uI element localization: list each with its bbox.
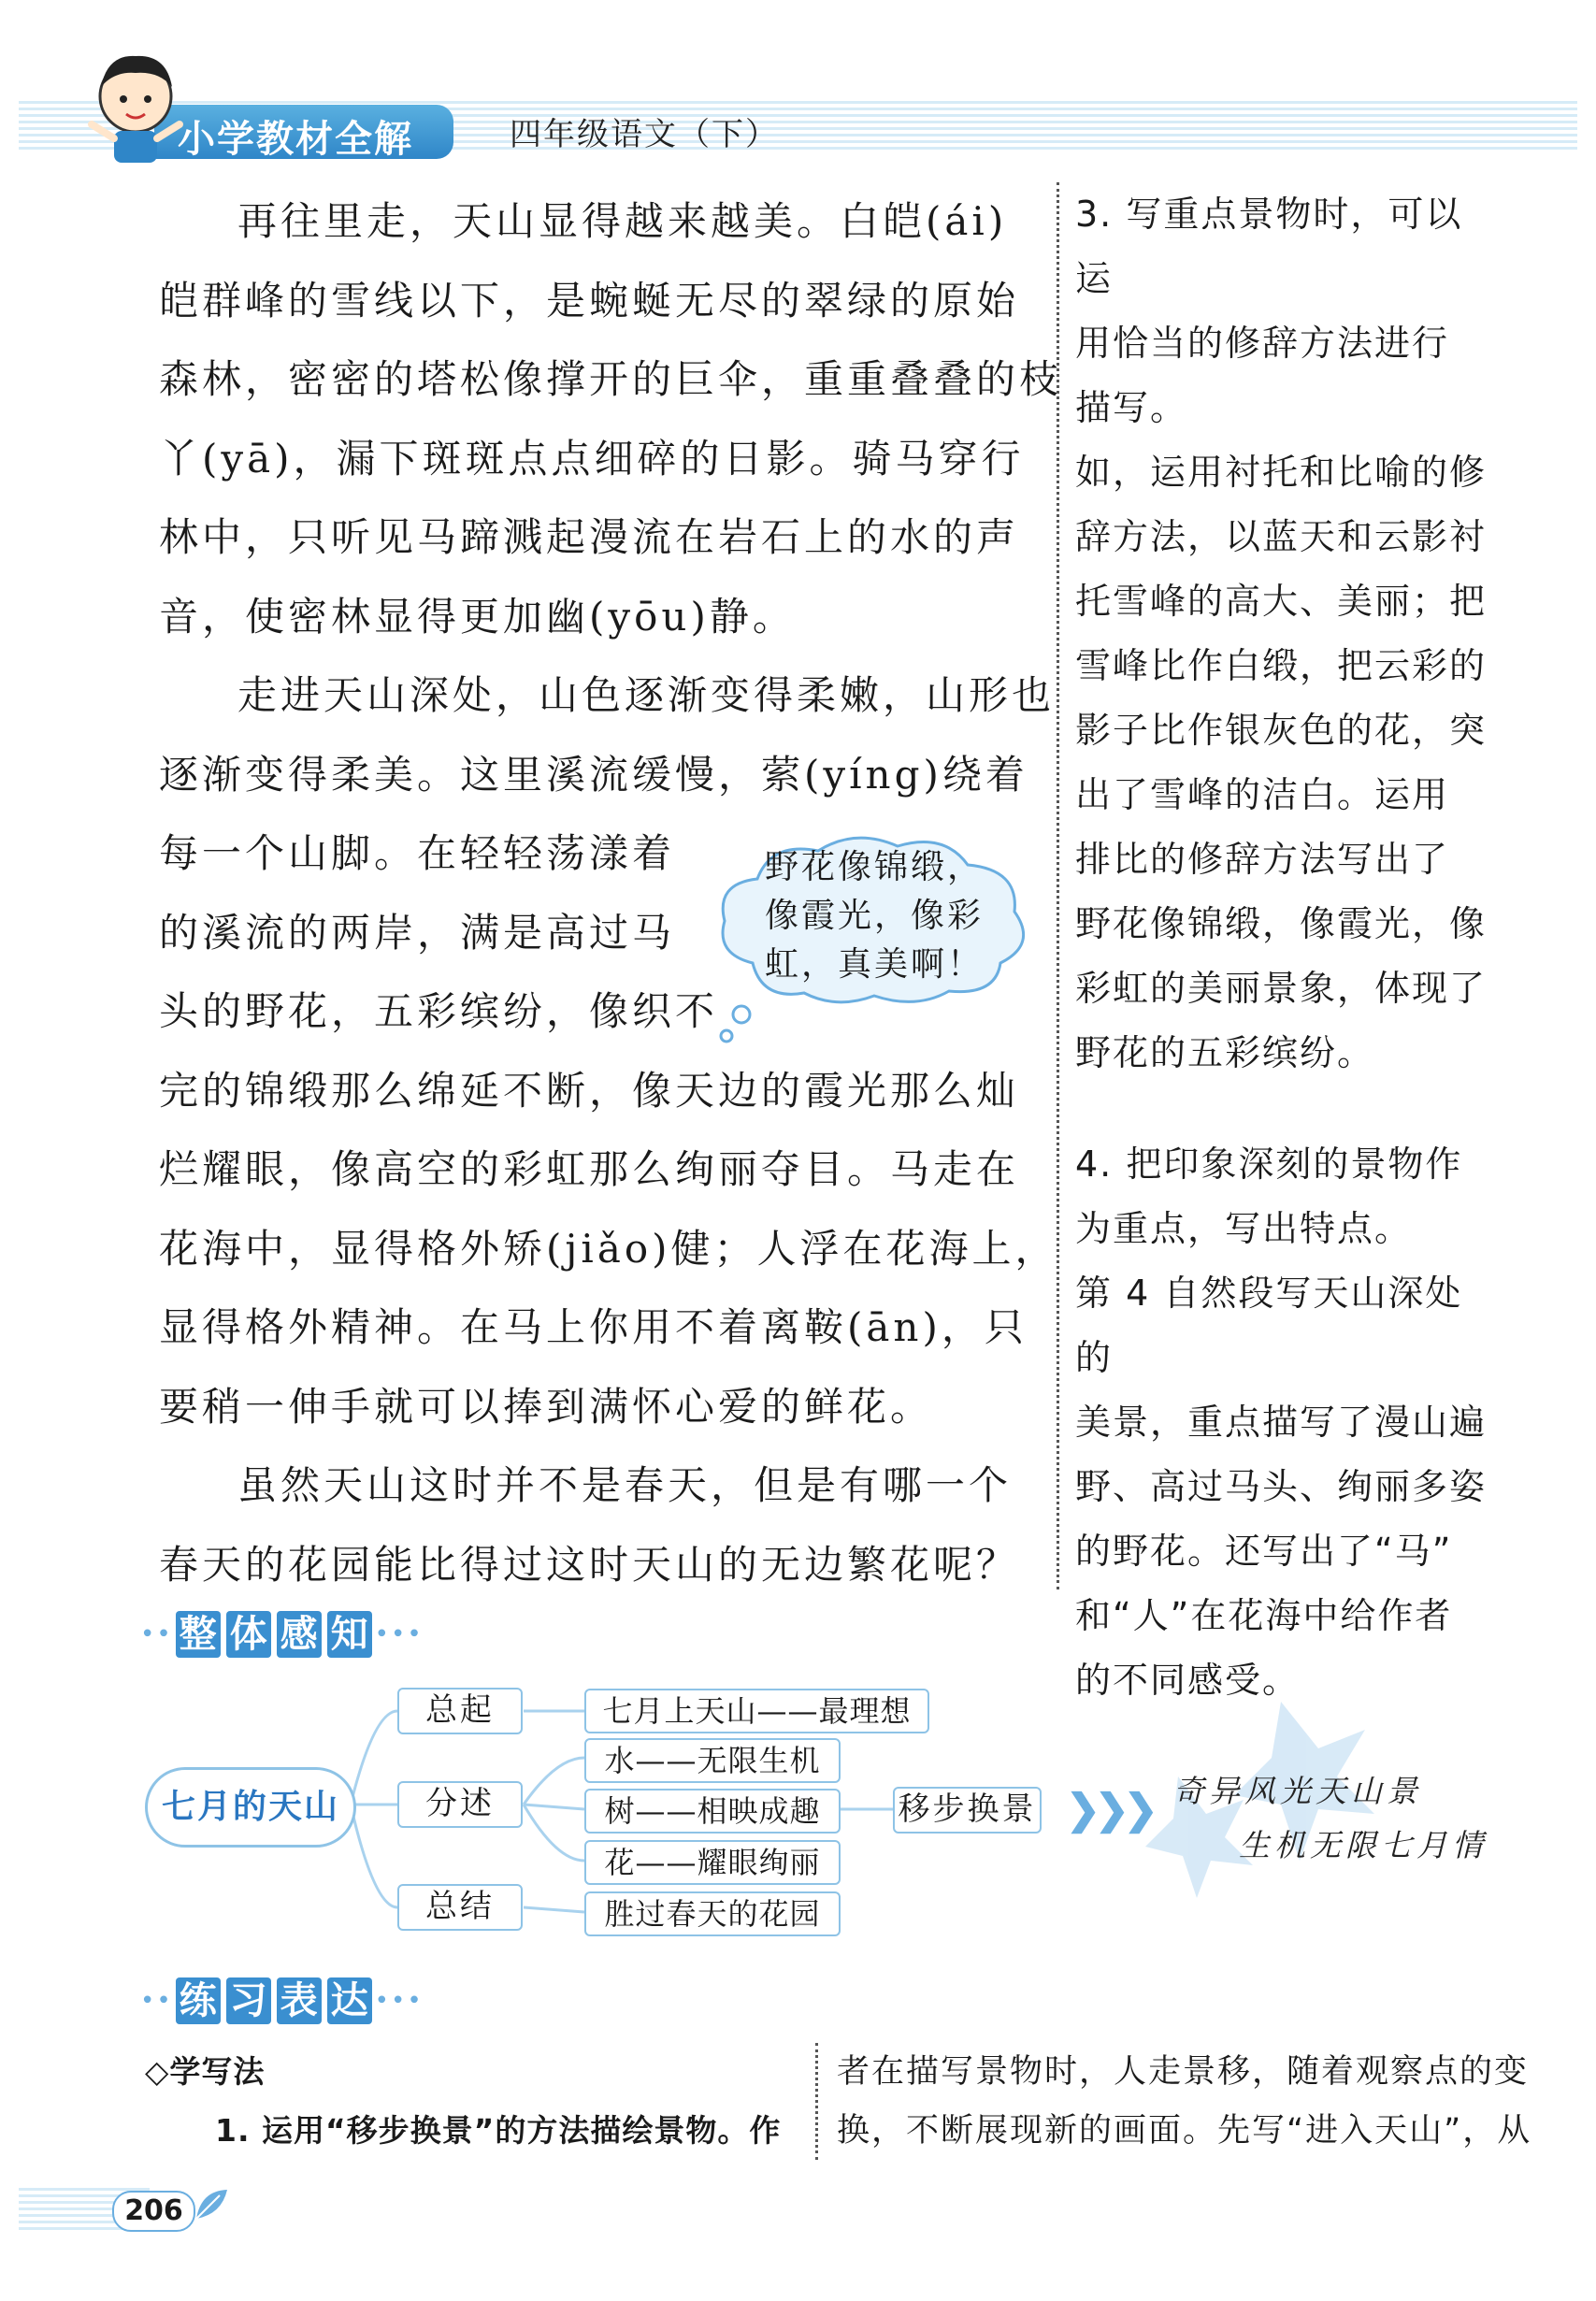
text-line: 再往里走，天山显得越来越美。白皑(ái)	[237, 198, 1008, 244]
text-line: 走进天山深处，山色逐渐变得柔嫩，山形也	[237, 672, 1056, 718]
note-line: 第 4 自然段写天山深处的	[1075, 1273, 1463, 1378]
note-line: 野、高过马头、绚丽多姿	[1075, 1466, 1488, 1507]
practice-item: 1. 运用“移步换景”的方法描绘景物。作	[215, 2112, 782, 2149]
mindmap-branch: 总结	[397, 1884, 523, 1931]
section-char: 体	[226, 1611, 271, 1658]
text-line: 烂耀眼，像高空的彩虹那么绚丽夺目。马走在	[159, 1146, 1020, 1192]
note-line: 美景，重点描写了漫山遍	[1075, 1402, 1488, 1443]
practice-continued	[837, 2043, 1532, 2161]
note-line: 的不同感受。	[1075, 1660, 1301, 1701]
note-line: 描写。	[1075, 387, 1188, 428]
note-line: 托雪峰的高大、美丽；把	[1075, 581, 1488, 622]
text-line: 每一个山脚。在轻轻荡漾着	[159, 830, 676, 876]
mindmap-leaf: 胜过春天的花园	[584, 1891, 841, 1936]
text-line: 森林，密密的塔松像撑开的巨伞，重重叠叠的枝	[159, 356, 1063, 402]
series-title: 小学教材全解	[178, 118, 413, 161]
section-char: 整	[176, 1611, 221, 1658]
mindmap-method: 移步换景	[893, 1787, 1042, 1834]
note-line: 和“人”在花海中给作者	[1075, 1595, 1453, 1636]
note-line: 彩虹的美丽景象，体现了	[1075, 968, 1488, 1009]
text-line: 音，使密林显得更加幽(yōu)静。	[159, 593, 796, 640]
summary-line: 生机无限七月情	[1239, 1827, 1488, 1863]
text-line: 虽然天山这时并不是春天，但是有哪一个	[237, 1462, 1013, 1508]
text-line: 头的野花，五彩缤纷，像织不	[159, 988, 719, 1034]
note-line: 野花的五彩缤纷。	[1075, 1032, 1375, 1073]
section-char: 感	[277, 1611, 322, 1658]
text-line: 春天的花园能比得过这时天山的无边繁花呢？	[159, 1541, 1020, 1588]
text-line: 皑群峰的雪线以下，是蜿蜒无尽的翠绿的原始	[159, 277, 1020, 324]
note-line: 辞方法，以蓝天和云影衬	[1075, 516, 1488, 557]
text-line: 丫(yā)，漏下斑斑点点细碎的日影。骑马穿行	[159, 435, 1025, 482]
practice-line: 换，不断展现新的画面。先写“进入天山”，从	[837, 2112, 1532, 2150]
note-line: 4. 把印象深刻的景物作	[1075, 1143, 1463, 1185]
section-char: 练	[176, 1977, 221, 2024]
note-line: 用恰当的修辞方法进行	[1075, 323, 1450, 364]
leaf-icon	[192, 2186, 229, 2223]
section-char: 达	[327, 1977, 372, 2024]
mindmap-leaf: 七月上天山——最理想	[584, 1689, 929, 1733]
section-char: 习	[226, 1977, 271, 2024]
text-line: 花海中，显得格外矫(jiǎo)健；人浮在花海上，	[159, 1225, 1058, 1272]
note-line: 雪峰比作白缎，把云彩的	[1075, 645, 1488, 686]
mindmap-root: 七月的天山	[145, 1767, 356, 1848]
note-line: 野花像锦缎，像霞光，像	[1075, 903, 1488, 944]
note-line: 如，运用衬托和比喻的修	[1075, 452, 1488, 493]
note-line: 3. 写重点景物时，可以运	[1075, 194, 1463, 299]
section-practice-header: •• 练 习 表 达 •••	[140, 1979, 424, 2022]
note-line: 影子比作银灰色的花，突	[1075, 710, 1488, 751]
text-line: 要稍一伸手就可以捧到满怀心爱的鲜花。	[159, 1383, 934, 1430]
note-line: 排比的修辞方法写出了	[1075, 839, 1450, 880]
summary-line: 奇异风光天山景	[1173, 1773, 1422, 1809]
note-line: 的野花。还写出了“马”	[1075, 1531, 1453, 1572]
mindmap-leaf: 花——耀眼绚丽	[584, 1840, 841, 1885]
section-char: 表	[277, 1977, 322, 2024]
text-line: 完的锦缎那么绵延不断，像天边的霞光那么灿	[159, 1067, 1020, 1114]
practice-line: 者在描写景物时，人走景移，随着观察点的变	[837, 2053, 1530, 2091]
mindmap-branch: 总起	[397, 1688, 523, 1734]
mindmap-branch: 分述	[397, 1781, 523, 1828]
text-line: 的溪流的两岸，满是高过马	[159, 909, 676, 956]
cloud-note: 野花像锦缎，像霞光，像彩虹，真美啊！	[764, 848, 984, 984]
section-char: 知	[327, 1611, 372, 1658]
text-line: 逐渐变得柔美。这里溪流缓慢，萦(yíng)绕着	[159, 751, 1028, 798]
note-line: 为重点，写出特点。	[1075, 1208, 1413, 1249]
mindmap-leaf: 树——相映成趣	[584, 1789, 841, 1834]
section-overall-header: •• 整 体 感 知 •••	[140, 1613, 424, 1656]
page-number: 206	[112, 2191, 195, 2232]
double-chevron-right-icon: ❯❯❯	[1066, 1786, 1153, 1834]
mindmap-leaf: 水——无限生机	[584, 1738, 841, 1783]
book-subtitle: 四年级语文（下）	[510, 116, 779, 153]
practice-heading: ◇学写法	[145, 2053, 266, 2090]
note-line: 出了雪峰的洁白。运用	[1075, 774, 1450, 815]
text-line: 显得格外精神。在马上你用不着离鞍(ān)，只	[159, 1304, 1028, 1350]
text-line: 林中，只听见马蹄溅起漫流在岩石上的水的声	[159, 514, 1020, 560]
column-divider	[815, 2043, 818, 2160]
